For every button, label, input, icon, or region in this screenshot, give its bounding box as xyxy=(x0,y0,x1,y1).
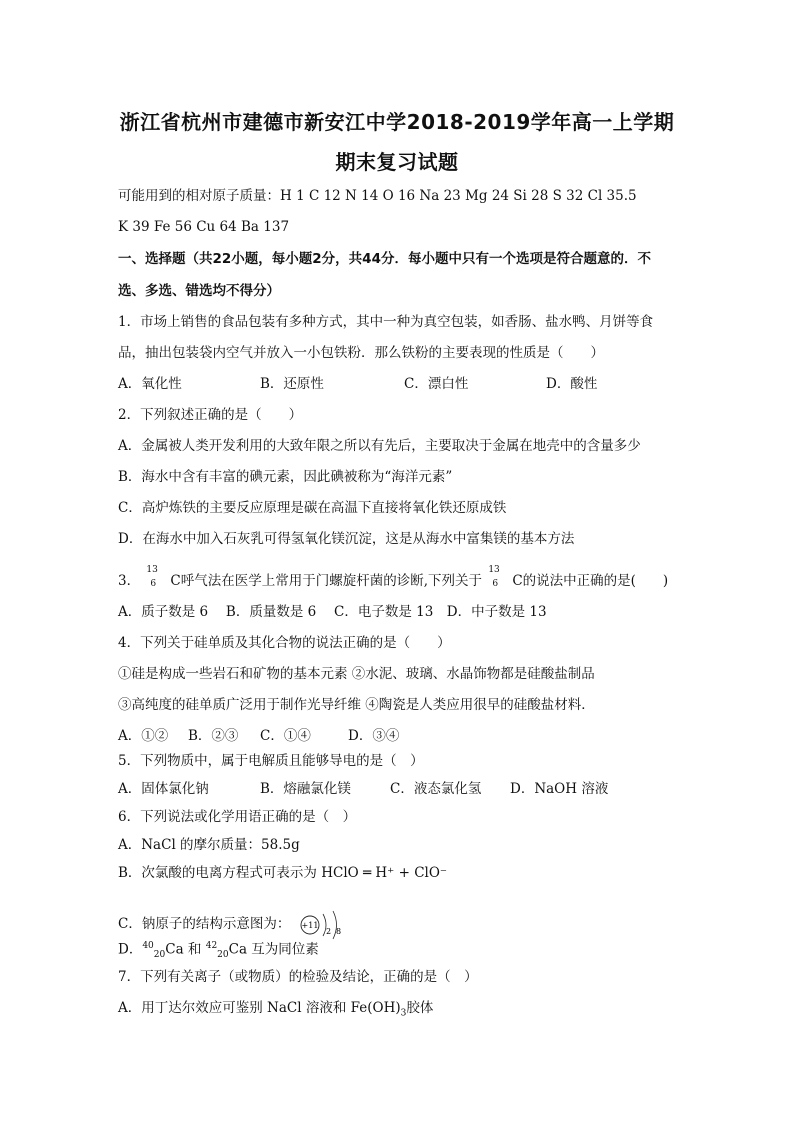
q5-option-a: A．固体氯化钠 xyxy=(118,781,209,797)
atom-nucleus-charge: +11 xyxy=(301,921,319,930)
q5-option-d: D．NaOH 溶液 xyxy=(510,781,609,797)
q6-option-c-text: C．钠原子的结构示意图为： xyxy=(118,916,291,932)
q6-option-a: A．NaCl 的摩尔质量：58.5g xyxy=(118,837,300,853)
q1-option-d: D．酸性 xyxy=(546,376,598,392)
q6-stem: 6．下列说法或化学用语正确的是（ ） xyxy=(118,809,357,825)
q5-options xyxy=(118,780,608,798)
isotope-2-symbol: Ca xyxy=(228,941,248,958)
q4-option-b: B．②③ xyxy=(188,728,239,744)
atomic-masses-line-2: K 39 Fe 56 Cu 64 Ba 137 xyxy=(118,219,290,235)
q6-option-d xyxy=(118,937,319,964)
q7-option-a-subscript: 3 xyxy=(400,1008,407,1019)
q4-option-a: A．①② xyxy=(118,728,169,744)
q4-stem: 4．下列关于硅单质及其化合物的说法正确的是（ ） xyxy=(118,635,451,651)
isotope-1-z: 20 xyxy=(153,950,166,961)
q2-option-d: D．在海水中加入石灰乳可得氢氧化镁沉淀，这是从海水中富集镁的基本方法 xyxy=(118,531,575,547)
q4-statement-1: ①硅是构成一些岩石和矿物的基本元素 ②水泥、玻璃、水晶饰物都是硅酸盐制品 xyxy=(118,666,595,682)
nuclide-mass-number: 13 xyxy=(488,565,500,575)
q7-option-a xyxy=(118,999,433,1023)
section-heading-line-2: 选、多选、错选均不得分） xyxy=(118,283,280,299)
q1-stem-line-2: 品，抽出包装袋内空气并放入一小包铁粉．那么铁粉的主要表现的性质是（ ） xyxy=(118,345,604,361)
isotope-2-z: 20 xyxy=(217,950,229,961)
nuclide-mass-number: 13 xyxy=(146,565,158,575)
section-heading-line-1: 一、选择题（共22小题，每小题2分，共44分．每小题中只有一个选项是符合题意的．不 xyxy=(118,251,651,267)
nuclide-atomic-number: 6 xyxy=(150,579,157,589)
q3-text-a: C呼气法在医学上常用于门螺旋杆菌的诊断,下列关于 xyxy=(170,573,483,589)
q7-option-a-suffix: 胶体 xyxy=(406,1000,434,1016)
q1-option-c: C．漂白性 xyxy=(404,376,469,392)
q2-option-c: C．高炉炼铁的主要反应原理是碳在高温下直接将氧化铁还原成铁 xyxy=(118,500,507,516)
q4-options xyxy=(118,727,399,745)
q3-options: A．质子数是 6 B．质量数是 6 C．电子数是 13 D．中子数是 13 xyxy=(118,604,547,620)
title-line-2: 期末复习试题 xyxy=(335,150,459,174)
isotope-2-mass: 42 xyxy=(205,941,218,951)
q1-options xyxy=(118,375,597,393)
q3-nuclide-2 xyxy=(486,565,512,589)
q1-option-b: B．还原性 xyxy=(260,376,324,392)
q1-option-a: A．氧化性 xyxy=(118,376,182,392)
title-line-1: 浙江省杭州市建德市新安江中学2018-2019学年高一上学期 xyxy=(119,110,675,134)
q5-option-c: C．液态氯化氢 xyxy=(390,781,482,797)
q4-option-d: D．③④ xyxy=(348,728,400,744)
q7-stem: 7．下列有关离子（或物质）的检验及结论，正确的是（ ） xyxy=(118,969,478,985)
q4-option-c: C．①④ xyxy=(260,728,311,744)
q1-stem-line-1: 1．市场上销售的食品包装有多种方式，其中一种为真空包装，如香肠、盐水鸭、月饼等食 xyxy=(118,314,654,330)
q6-option-d-mid: 和 xyxy=(183,941,206,958)
q3-number: 3． xyxy=(118,573,141,589)
q6-option-b: B．次氯酸的电离方程式可表示为 HClO ═ H⁺ + ClO⁻ xyxy=(118,865,448,881)
isotope-1-mass: 40 xyxy=(142,941,154,951)
q3-text-b: C的说法中正确的是( ) xyxy=(512,573,669,589)
electron-shell-1-count: 2 xyxy=(325,927,331,936)
atomic-masses-line-1: 可能用到的相对原子质量：H 1 C 12 N 14 O 16 Na 23 Mg 24 Si 28 S 32 Cl 35.5 xyxy=(118,188,637,204)
q2-stem: 2．下列叙述正确的是（ ） xyxy=(118,407,303,423)
q5-option-b: B．熔融氯化镁 xyxy=(260,781,351,797)
q3-stem xyxy=(118,565,669,590)
q6-option-d-suffix: 互为同位素 xyxy=(247,941,319,958)
q4-statement-2: ③高纯度的硅单质广泛用于制作光导纤维 ④陶瓷是人类应用很早的硅酸盐材料． xyxy=(118,697,595,713)
q2-option-a: A．金属被人类开发利用的大致年限之所以有先后，主要取决于金属在地壳中的含量多少 xyxy=(118,438,641,454)
q7-option-a-text: A．用丁达尔效应可鉴别 NaCl 溶液和 Fe(OH) xyxy=(118,1000,401,1016)
q2-option-b: B．海水中含有丰富的碘元素，因此碘被称为“海洋元素” xyxy=(118,469,453,485)
q5-stem: 5．下列物质中，属于电解质且能够导电的是（ ） xyxy=(118,753,424,769)
nuclide-atomic-number: 6 xyxy=(492,579,499,589)
electron-shell-2-count: 8 xyxy=(335,927,341,936)
isotope-1-symbol: Ca xyxy=(165,941,184,958)
q3-nuclide-1 xyxy=(144,565,170,589)
q6-option-d-prefix: D． xyxy=(118,941,143,958)
